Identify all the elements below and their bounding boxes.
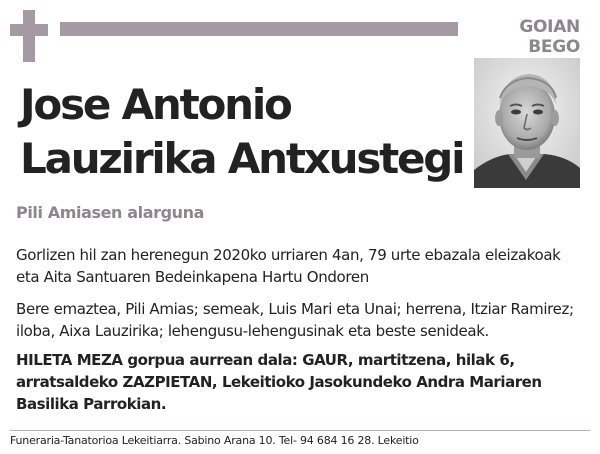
header-label: GOIAN BEGO	[519, 17, 580, 57]
family-paragraph: Bere emaztea, Pili Amias; semeak, Luis Mari eta Unai; herrena, Itziar Ramirez; iloba, Aixa Lauzirika; lehengusu-lehengusinak eta beste senideak.	[16, 300, 574, 340]
name-line-1: Jose Antonio	[20, 80, 291, 129]
death-notice-paragraph: Gorlizen hil zan herenegun 2020ko urriaren 4an, 79 urte ebazala eleizakoak eta Aita Santuaren Bedeinkapena Hartu Ondoren	[16, 246, 561, 286]
deceased-name	[20, 78, 480, 186]
funeral-mass-paragraph: HILETA MEZA gorpua aurrean dala: GAUR, martitzena, hilak 6, arratsaldeko ZAZPIETAN, Lekeitioko Jasokundeko Andra Mariaren Basilika Parrokian.	[16, 351, 542, 413]
widower-of: Pili Amiasen alarguna	[16, 203, 205, 222]
footer-divider	[10, 430, 590, 431]
funeral-home-footer: Funeraria-Tanatorioa Lekeitiarra. Sabino Arana 10. Tel- 94 684 16 28. Lekeitio	[10, 434, 419, 447]
portrait-photo	[474, 58, 580, 188]
name-line-2: Lauzirika Antxustegi	[20, 134, 464, 183]
cross-icon	[10, 10, 48, 62]
header-bar	[60, 22, 458, 36]
